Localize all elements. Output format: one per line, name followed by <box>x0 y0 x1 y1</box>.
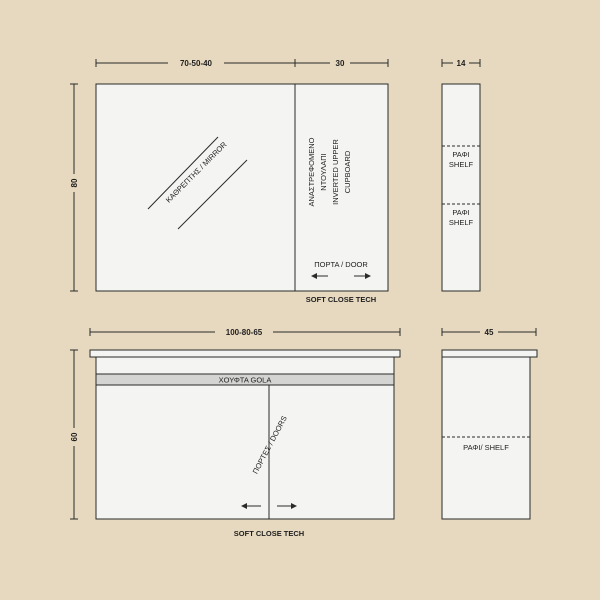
lower-width-dimension <box>90 326 400 338</box>
lower-depth-label: 45 <box>484 328 494 337</box>
upper-width-label: 70-50-40 <box>179 59 213 68</box>
lower-width-label: 100-80-65 <box>225 328 263 337</box>
mirror-label: ΚΑΘΡΕΠΤΗΣ / MIRROR <box>163 139 229 205</box>
upper-cabinet-front <box>68 57 388 304</box>
upper-shelf-label-2a: ΡΑΦΙ <box>452 208 470 217</box>
lower-cabinet-front <box>68 326 400 538</box>
lower-height-label: 60 <box>70 432 79 442</box>
cupboard-label-line-2: ΝΤΟΥΛΑΠΙ <box>319 153 328 191</box>
upper-depth-dimension <box>442 57 480 69</box>
lower-side-top <box>442 350 537 357</box>
lower-shelf-label: ΡΑΦΙ/ SHELF <box>463 443 509 452</box>
lower-tech-label: SOFT CLOSE TECH <box>233 529 305 538</box>
upper-cabinet-side <box>442 57 480 291</box>
upper-shelf-label-2b: SHELF <box>448 218 474 227</box>
cupboard-label-line-1: ΑΝΑΣΤΡΕΦΟΜΕΝΟ <box>307 137 316 207</box>
upper-side-body <box>442 84 480 291</box>
lower-cabinet-side <box>442 326 537 519</box>
upper-width-dimension <box>96 57 388 69</box>
cupboard-label-line-4: CUPBOARD <box>343 150 352 194</box>
upper-shelf-label-1b: SHELF <box>448 160 474 169</box>
door-label: ΠΟΡΤΑ / DOOR <box>314 260 368 269</box>
upper-height-dimension <box>68 84 80 291</box>
cupboard-width-label: 30 <box>335 59 345 68</box>
upper-shelf-label-1a: ΡΑΦΙ <box>452 150 470 159</box>
lower-side-body <box>442 357 530 519</box>
lower-depth-dimension <box>442 326 536 338</box>
cupboard-label-line-3: INVERTED UPPER <box>331 139 340 205</box>
upper-height-label: 80 <box>70 178 79 188</box>
upper-tech-label: SOFT CLOSE TECH <box>305 295 377 304</box>
countertop <box>90 350 400 357</box>
doors-label: ΠΟΡΤΕΣ / DOORS <box>250 414 289 476</box>
upper-depth-label: 14 <box>456 59 466 68</box>
lower-height-dimension <box>68 350 80 519</box>
gola-label: ΧΟΥΦΤΑ GOLA <box>218 375 272 385</box>
